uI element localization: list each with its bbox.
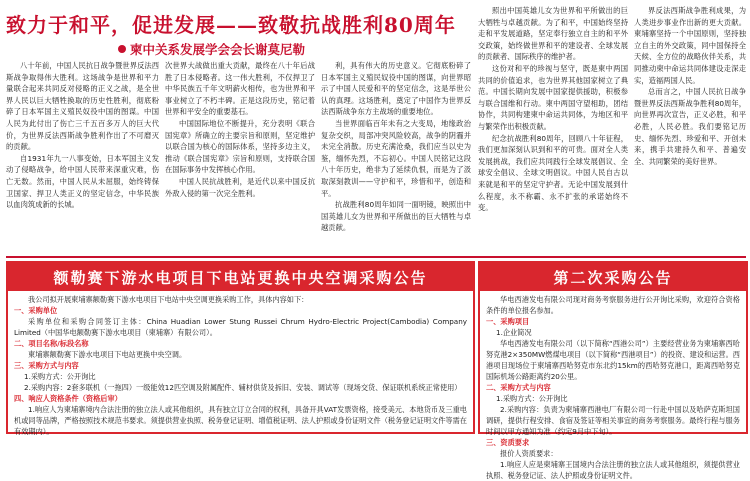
paragraph: 自1931年九一八事变始，日本军国主义发动了侵略战争，给中国人民带来深重灾难，伤亡无数。然而，中国人民从未屈服，始终铸保卫国家、捍卫人类正义的坚定信念，中华民族以血肉筑成新的长城。 xyxy=(6,153,159,210)
paragraph: 利，具有伟大的历史意义。它彻底粉碎了日本军国主义殖民奴役中国的图谋，向世界昭示了中国人民爱和平的坚定信念，这是举世公认的真理。这场胜利，奠定了中国作为世界反法西斯战争东方主战场的重要地位。 xyxy=(321,61,471,117)
notice-body xyxy=(8,291,473,437)
notice-section-heading: 一、采购项目 xyxy=(486,317,530,326)
article-column-2 xyxy=(165,60,315,252)
notice-paragraph: 报价人资质要求： xyxy=(500,449,558,458)
notice-intro: 华电西港发电有限公司现对商务考察服务进行公开询比采购，欢迎符合资格条件的单位报名参加。 xyxy=(486,295,740,315)
notice-paragraph: 1.响应人应是柬埔寨王国境内合法注册的独立法人或其他组织，须提供营业执照、税务登记证、法人护照或身份证明文件。 xyxy=(486,460,740,480)
notice-paragraph: 2.采购内容：负责为柬埔寨西港电厂有限公司一行赴中国以及哈萨克斯坦国调研，提供行程安排、食宿及签证等相关事宜的商务考察服务。最终行程与服务时间以甲方通知为准（约定9月中下旬）。 xyxy=(486,405,740,436)
procurement-notice-left xyxy=(6,261,475,434)
notice-paragraph: 1.企业简况 xyxy=(496,328,532,337)
paragraph: 纪念抗战胜利80周年，回顾八十年征程，我们更加深刻认识到和平的可贵。面对全人类发展挑战，我们应共同践行全球发展倡议、全球安全倡议、全球文明倡议。中国人民自古以来就是和平的坚定守护者。无论中国发展到什么程度，永不称霸、永不扩张的承诺始终不变。 xyxy=(478,133,628,213)
article-column-4 xyxy=(478,5,628,252)
notice-paragraph: 1.采购方式：公开询比 xyxy=(496,394,568,403)
notice-section-heading: 三、采购方式与内容 xyxy=(14,361,79,370)
bullet-dot-icon xyxy=(118,45,126,53)
notice-section-heading: 四、响应人资格条件（资格后审） xyxy=(14,394,122,403)
paragraph: 抗战胜利80周年如同一面明镜，映照出中国英雄儿女为世界和平所做出的巨大牺牲与卓越贡献。 xyxy=(321,200,471,233)
notice-section-heading: 三、资质要求 xyxy=(486,438,530,447)
paragraph: 中国人民抗战胜利，是近代以来中国反抗外敌入侵的第一次完全胜利。 xyxy=(165,176,315,198)
paragraph: 当世界面临百年未有之大变局，地缘政治复杂交织，局部冲突风险较高，战争的阴霾并未完全消散。历史充满沧桑，我们应当以史为鉴，缅怀先烈，不忘初心。中国人民铭记这段八十年历史，绝非为了延续仇恨，而是为了汲取深刻教训——守护和平，珍惜和平，创造和平。 xyxy=(321,118,471,198)
paragraph: 中国国际地位不断提升，充分表明《联合国宪章》所确立的主要宗旨和原则，坚定维护以联合国为核心的国际体系，坚持多边主义，推动《联合国宪章》宗旨和原则，支持联合国在国际事务中发挥核心作用。 xyxy=(165,118,315,175)
notice-paragraph: 柬埔寨额勒赛下游水电项目下电站更换中央空调。 xyxy=(28,350,187,359)
notice-section-heading: 一、采购单位 xyxy=(14,306,58,315)
notice-paragraph: 1.响应人为柬埔寨境内合法注册的独立法人或其他组织，具有独立订立合同的权利，具备开具VAT发票资格，接受美元、本地货币及三重电机或同等品牌，严格按照技术规范书要求。须提供营业执照、税务登记证明、增值税证明、法人护照或身份证明文件（税务登记证明文件等需在有效期内）。 xyxy=(14,405,467,436)
byline-text: 柬中关系发展学会会长谢莫尼勒 xyxy=(130,42,306,57)
notice-paragraph: 华电西港发电有限公司（以下简称“西港公司”）主要经营业务为柬埔寨西哈努克港2×350MW燃煤电项目（以下简称“西港项目”）的投资、建设和运营。西港项目现场位于柬埔寨西哈努克市东北约15km的西哈努克港口，距离西哈努克国际机场公路距离约20公里。 xyxy=(486,339,740,381)
section-divider xyxy=(6,256,746,258)
article-byline xyxy=(118,40,418,58)
notice-paragraph: 2.采购内容：2套多联机（一拖四）一级能效12匹空调及附属配件、辅材供货及拆旧、安装、调试等（现场交货、保证联机系统正常使用） xyxy=(24,383,462,392)
notice-title: 第二次采购公告 xyxy=(480,263,746,291)
paragraph: 界反法西斯战争胜利成果，为人类进步事业作出新的更大贡献。柬埔寨坚持一个中国原则，坚持独立自主的外交政策，同中国保持全天候、全方位的战略伙伴关系，共同推动柬中命运共同体建设走深走实，造福两国人民。 xyxy=(634,6,746,85)
article-column-3 xyxy=(321,60,471,252)
notice-body xyxy=(480,291,746,481)
notice-paragraph: 采购单位和采购合同签订主体：China Huadian Lower Stung Russei Chrum Hydro-Electric Project(Cambodia) Company Limited（中国华电额勒赛下游水电项目（柬埔寨）有限公司）。 xyxy=(14,317,467,337)
notice-section-heading: 二、采购方式与内容 xyxy=(486,383,551,392)
paragraph: 次世界大战做出重大贡献，最终在八十年后战胜了日本侵略者。这一伟大胜利，不仅捍卫了中华民族五千年文明薪火相传，也为世界和平事业树立了不朽丰碑。正是这段历史，铭记着世界和平安全的重要基石。 xyxy=(165,61,315,117)
notice-section-heading: 二、项目名称/标段名称 xyxy=(14,339,89,348)
article-column-5 xyxy=(634,5,746,252)
paragraph: 总而言之，中国人民抗日战争暨世界反法西斯战争胜利80周年，向世界再次宣告，正义必胜，和平必胜，人民必胜。我们要铭记历史、缅怀先烈、珍爱和平、开创未来，携手共建持久和平、普遍安全、共同繁荣的美好世界。 xyxy=(634,87,746,166)
paragraph: 这份对和平的珍视与坚守，既是柬中两国共同的价值追求，也为世界其他国家树立了典范。中国长期向发展中国家提供援助，积极参与联合国维和行动。柬中两国守望相助，团结协作，共同构建柬中命运共同体，为地区和平与繁荣作出积极贡献。 xyxy=(478,63,628,131)
procurement-notice-right xyxy=(478,261,748,480)
notice-intro: 我公司拟开展柬埔寨额勒赛下游水电项目下电站中央空调更换采购工作，具体内容如下： xyxy=(28,295,309,304)
notice-title: 额勒赛下游水电项目下电站更换中央空调采购公告 xyxy=(8,263,473,291)
paragraph: 照出中国英雄儿女为世界和平所做出的巨大牺牲与卓越贡献。为了和平，中国始终坚持走和平发展道路，坚定奉行独立自主的和平外交政策，始终做世界和平的建设者、全球发展的贡献者、国际秩序的维护者。 xyxy=(478,6,628,62)
article-title: 致力于和平，促进发展——致敬抗战胜利80周年 xyxy=(6,13,456,37)
paragraph: 八十年前，中国人民抗日战争暨世界反法西斯战争取得伟大胜利。这场战争是世界和平力量联合起来共同反对侵略的正义之战，是全世界人民以巨大牺牲换取的历史性胜利，彻底粉碎了日本军国主义殖民奴役中国的图谋。中国人民为此付出了伤亡三千五百多万人的巨大代价，为世界反法西斯战争胜利作出了不可磨灭的贡献。 xyxy=(6,61,159,152)
notice-paragraph: 1.采购方式：公开询比 xyxy=(24,372,96,381)
article-column-1 xyxy=(6,60,159,252)
